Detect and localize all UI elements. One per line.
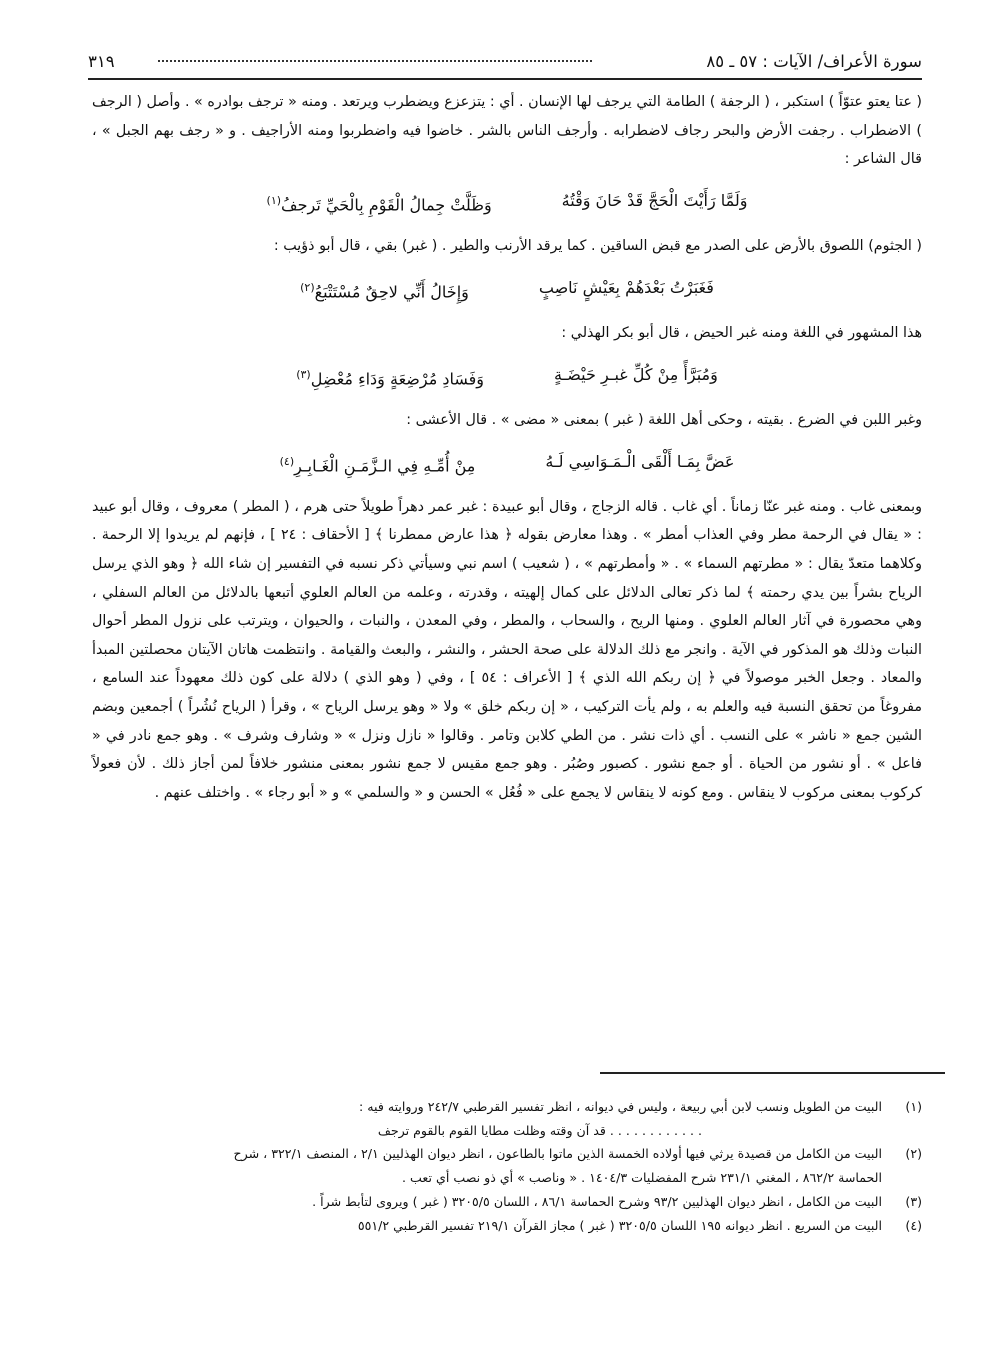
leader-dots	[158, 60, 592, 62]
poem-verse	[92, 267, 922, 313]
verse-text: وَإِخَالُ أَنِّي لاحِقٌ مُسْتَتْبَعُ	[314, 282, 469, 302]
running-title: سورة الأعراف/ الآيات : ٥٧ ـ ٨٥	[706, 52, 922, 71]
verse-text: مِنْ أُمِّـهِ فِي الـزَّمَـنِ الْغَـابِـرِ	[294, 455, 476, 475]
paragraph: وغبر اللبن في الضرع . بقيته ، وحكى أهل اللغة ( غبر ) بمعنى « مضى » . قال الأعشى :	[406, 411, 922, 428]
footnote-number: (٣)	[905, 1193, 922, 1209]
footnote-number: (٤)	[905, 1217, 922, 1233]
verse-text: وَظَلَّتْ جِمالُ الْقَوْمِ بِالْحَيِّ تَرجفُ	[281, 195, 492, 215]
footnote-marker: (٣)	[296, 367, 311, 381]
footnote-number: (١)	[905, 1099, 922, 1114]
footnote-text: البيت من السريع . انظر ديوانه ١٩٥ اللسان ٣٢٠٥/٥ ( غبر ) مجاز القرآن ٢١٩/١ تفسير القرطبي ٥٥١/٢	[357, 1217, 882, 1233]
verse-first-hemistich: وَمُبَرَّأً مِنْ كُلِّ غبـرِ حَيْضَـةٍ	[554, 364, 718, 384]
footnote	[230, 1095, 922, 1119]
verse-first-hemistich: فَغَبَرْتُ بَعْدَهُمْ بِعَيْشٍ نَاصِبٍ	[538, 277, 714, 297]
paragraph: وبمعنى غاب . ومنه غبر عنّا زماناً . أي غاب . قاله الزجاج ، وقال أبو عبيدة : غبر عمر دهراً طويلاً حتى هرم ، ( المطر ) معروف ، وقال أبو عبيد : « يقال في الرحمة مطر وفي العذاب أمطر » . وهذا معارض بقوله ﴿ هذا عارض ممطرنا ﴾ [ الأحقاف : ٢٤ ] ، فإنهم لم يريدوا إلا الرحمة . وكلاهما متعدّ يقال : « مطرتهم السماء » . « وأمطرتهم » ، ( شعيب ) اسم نبي وسيأتي ذكر نسبه في التفسير إن شاء الله ﴿ وهو الذي يرسل الرياح بشراً بين يدي رحمته ﴾ لما ذكر تعالى الدلائل على كمال إلهيته ، وقدرته ، وعلمه من العالم العلوي أتبعها بالدلائل من العالم السفلي ، وهي محصورة في آثار العالم العلوي . ومنها الريح ، والسحاب ، والمطر ، وفي المعدن ، والنبات ، والحيوان ، ويترتب على نزول المطر أحوال النبات وذلك هو المذكور في الآية . وانجر مع ذلك الدلالة على صحة الحشر ، والنشر ، والبعث والقيامة . وانتظمت هاتان الآيتان محصلتين المبدأ والمعاد . وجعل الخبر موصولاً في ﴿ إن ربكم الله الذي ﴾ [ الأعراف : ٥٤ ] ، وفي ( وهو الذي ) دلالة على كون ذلك معهوداً عند السامع ، مفروغاً من تحقق النسبة فيه والعلم به ، ولم يأت التركيب ، « إن ربكم خلق » ولا « وهو يرسل الرياح » ، وقرأ ( الرياح نُشُراً ) أجمعين وبضم الشين جمع « ناشر » على النسب . أي ذات نشر . من الطي كلابن وتامر . وقالوا « نازل ونزل » « وشارف وشرف » . وهو جمع نادر في « فاعل » . أو نشور من الحياة . أو جمع نشور . كصبور وصُبُر . وهو جمع مقيس لا جمع نشور بمعنى منشور خلافاً لمن أجاز ذلك . لأن فعولاً كركوب بمعنى مركوب لا ينقاس . ومع كونه لا ينقاس لا يجمع على « فُعُل » الحسن و « والسلمي » و « أبو رجاء » . واختلف عنهم .	[92, 498, 923, 801]
paragraph: هذا المشهور في اللغة ومنه غبر الحيض ، قال أبو بكر الهذلي :	[561, 325, 922, 342]
footnote-text: البيت من الطويل ونسب لابن أبي ربيعة ، وليس في ديوانه ، انظر تفسير القرطبي ٢٤٢/٧ وروايته فيه :	[359, 1099, 882, 1114]
footnote-number: (٢)	[905, 1146, 922, 1162]
footnote-marker: (٤)	[279, 454, 295, 468]
footnotes	[230, 1095, 922, 1237]
header-rule	[88, 78, 922, 80]
footnote-rule	[600, 1072, 945, 1074]
verse-second-hemistich	[300, 267, 469, 313]
footnote	[230, 1214, 922, 1238]
verse-second-hemistich	[296, 354, 484, 400]
verse-second-hemistich	[267, 180, 492, 226]
poem-verse	[92, 441, 922, 487]
footnote-marker: (٢)	[300, 280, 315, 294]
verse-text: وَفَسَادِ مُرْضِعَةٍ وَدَاءِ مُعْضِلِ	[310, 368, 485, 388]
footnote	[230, 1190, 922, 1214]
poem-verse	[92, 180, 922, 226]
footnote-text: البيت من الكامل من قصيدة يرثي فيها أولاده الخمسة الذين ماتوا بالطاعون ، انظر ديوان الهذليين ٢/١ ، المنصف ٣٢٢/١ ، شرح الحماسة ٨٦٢/٢ ، المغني ٢٣١/١ شرح المفضليات ١٤٠٤/٣ . « وناصب » أي ذو نصب أي تعب .	[233, 1146, 882, 1186]
verse-first-hemistich: وَلَمَّا رَأَيْتَ الْحَجَّ قَدْ حَانَ وَقْتُهُ	[561, 190, 748, 210]
poem-verse	[92, 354, 922, 400]
verse-second-hemistich	[280, 441, 476, 487]
footnote-text: البيت من الكامل ، انظر ديوان الهذليين ٩٣/٢ وشرح الحماسة ٨٦/١ ، اللسان ٣٢٠٥/٥ ( غبر ) ويروى لتأبط شراً .	[312, 1193, 882, 1209]
main-text	[92, 88, 922, 807]
page-number: ٣١٩	[88, 52, 115, 71]
footnote-marker: (١)	[266, 193, 282, 207]
footnote	[230, 1142, 922, 1189]
footnote-verse: . . . . . . . . . . . . قد آن وقته وظلت مطايا القوم بالقوم ترجف	[377, 1122, 702, 1138]
running-header	[88, 42, 922, 82]
paragraph: ( الجثوم) اللصوق بالأرض على الصدر مع قبض الساقين . كما يرقد الأرنب والطير . ( غبر) بقي ، قال أبو ذؤيب :	[273, 238, 922, 255]
paragraph: ( عتا يعتو عتوّاً ) استكبر ، ( الرجفة ) الطامة التي يرجف لها الإنسان . أي : يتزعزع ويضطرب ويرتعد . ومنه « ترجف بوادره » . وأصل ( الرجف ) الاضطراب . رجفت الأرض والبحر رجاف لاضطرابه . وأرجف الناس بالشر . خاضوا فيه واضطربوا ومنه الأراجيف . و « رجف بهم الجبل » ، قال الشاعر :	[92, 94, 922, 168]
verse-first-hemistich: عَضَّ بِمَـا أَلْقَى الْـمَـوَاسِي لَـهُ	[545, 451, 735, 471]
